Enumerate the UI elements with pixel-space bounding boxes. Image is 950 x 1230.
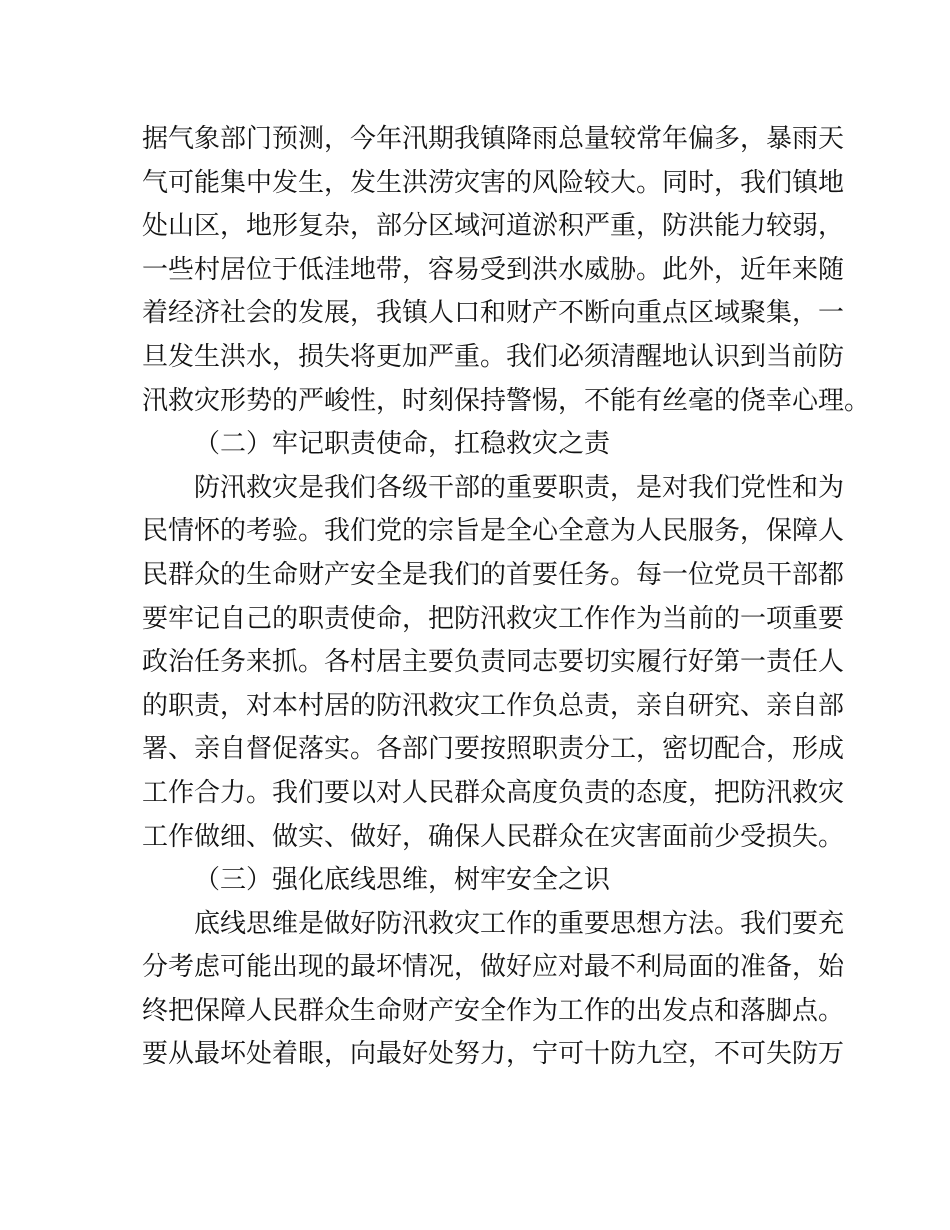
- paragraph-2-line-3: 民群众的生命财产安全是我们的首要任务。每一位党员干部都: [142, 559, 845, 590]
- paragraph-3-line-4: 要从最坏处着眼，向最好处努力，宁可十防九空，不可失防万: [142, 1039, 845, 1070]
- paragraph-1-line-1: 据气象部门预测，今年汛期我镇降雨总量较常年偏多，暴雨天: [142, 124, 845, 154]
- paragraph-3-line-2: 分考虑可能出现的最坏情况，做好应对最不利局面的准备，始: [142, 952, 845, 983]
- paragraph-1-line-3: 处山区，地形复杂，部分区域河道淤积严重，防洪能力较弱，: [142, 211, 845, 242]
- document-body: [142, 118, 871, 1077]
- paragraph-2-line-2: 民情怀的考验。我们党的宗旨是全心全意为人民服务，保障人: [142, 516, 845, 547]
- paragraph-1-line-6: 旦发生洪水，损失将更加严重。我们必须清醒地认识到当前防: [142, 341, 845, 372]
- paragraph-2-line-5: 政治任务来抓。各村居主要负责同志要切实履行好第一责任人: [142, 647, 845, 678]
- paragraph-1-line-5: 着经济社会的发展，我镇人口和财产不断向重点区域聚集，一: [142, 298, 845, 329]
- paragraph-3-line-3: 终把保障人民群众生命财产安全作为工作的出发点和落脚点。: [142, 995, 845, 1026]
- paragraph-2-line-4: 要牢记自己的职责使命，把防汛救灾工作作为当前的一项重要: [142, 603, 845, 634]
- paragraph-2-line-8: 工作合力。我们要以对人民群众高度负责的态度，把防汛救灾: [142, 777, 845, 808]
- paragraph-2-line-6: 的职责，对本村居的防汛救灾工作负总责，亲自研究、亲自部: [142, 690, 845, 721]
- paragraph-2-line-1: 防汛救灾是我们各级干部的重要职责，是对我们党性和为: [194, 472, 845, 503]
- paragraph-2-line-7: 署、亲自督促落实。各部门要按照职责分工，密切配合，形成: [142, 734, 845, 765]
- paragraph-3-line-1: 底线思维是做好防汛救灾工作的重要思想方法。我们要充: [194, 908, 845, 939]
- section-heading-3: （三）强化底线思维，树牢安全之识: [194, 865, 611, 896]
- paragraph-2-line-9: 工作做细、做实、做好，确保人民群众在灾害面前少受损失。: [142, 821, 845, 852]
- paragraph-1-line-4: 一些村居位于低洼地带，容易受到洪水威胁。此外，近年来随: [142, 254, 845, 285]
- paragraph-1-line-2: 气可能集中发生，发生洪涝灾害的风险较大。同时，我们镇地: [142, 167, 845, 198]
- section-heading-2: （二）牢记职责使命，扛稳救灾之责: [194, 429, 611, 460]
- paragraph-1-line-7: 汛救灾形势的严峻性，时刻保持警惕，不能有丝毫的侥幸心理。: [142, 385, 871, 416]
